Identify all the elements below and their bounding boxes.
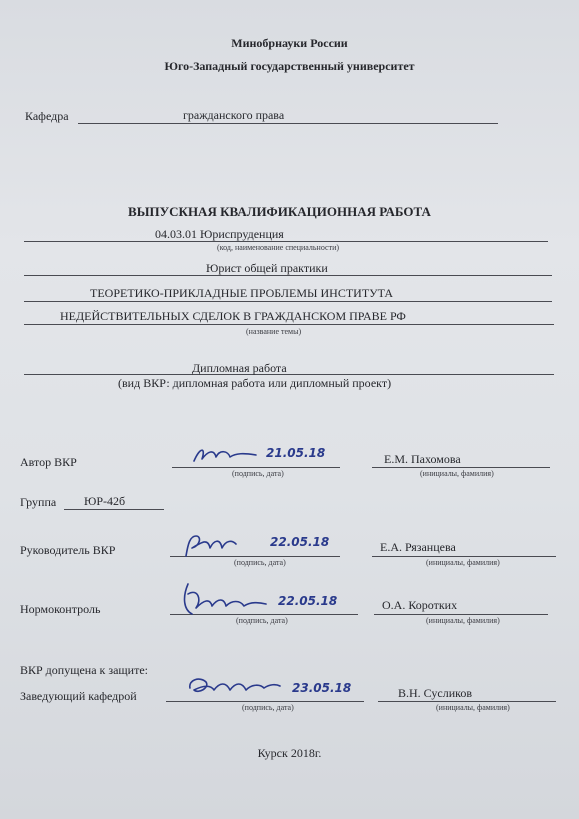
head-name-caption: (инициалы, фамилия): [436, 703, 510, 712]
author-sign-caption: (подпись, дата): [232, 469, 284, 478]
head-signature: [184, 672, 284, 702]
topic-line-1-text: ТЕОРЕТИКО-ПРИКЛАДНЫЕ ПРОБЛЕМЫ ИНСТИТУТА: [90, 286, 394, 300]
normcontrol-signature: [178, 580, 270, 620]
supervisor-label: Руководитель ВКР: [20, 543, 116, 557]
ministry-title: Минобрнауки России: [231, 36, 348, 50]
head-sign-caption: (подпись, дата): [242, 703, 294, 712]
department-label: Кафедра: [25, 109, 69, 123]
head-name: В.Н. Сусликов: [398, 686, 472, 700]
footer-city-year: Курск 2018г.: [257, 746, 322, 760]
author-date: 21.05.18: [266, 446, 326, 460]
department-value: гражданского права: [183, 108, 285, 122]
head-label: Заведующий кафедрой: [20, 689, 137, 703]
specialty-line: [24, 241, 548, 242]
head-date: 23.05.18: [292, 681, 352, 695]
normcontrol-sign-caption: (подпись, дата): [236, 616, 288, 625]
supervisor-date: 22.05.18: [270, 535, 330, 549]
author-label: Автор ВКР: [20, 455, 77, 469]
department-line: [78, 123, 498, 124]
topic-line-2: [24, 324, 554, 325]
author-signature: [190, 443, 260, 469]
supervisor-signature: [180, 530, 240, 560]
university-title: Юго-Западный государственный университет: [164, 59, 415, 73]
supervisor-name: Е.А. Рязанцева: [380, 540, 456, 554]
profile-value: Юрист общей практики: [206, 261, 328, 275]
normcontrol-date: 22.05.18: [278, 594, 338, 608]
normcontrol-label: Нормоконтроль: [20, 602, 101, 616]
supervisor-name-line: [372, 556, 556, 557]
topic-line-2-text: НЕДЕЙСТВИТЕЛЬНЫХ СДЕЛОК В ГРАЖДАНСКОМ ПРАВЕ РФ: [60, 309, 406, 323]
admitted-label: ВКР допущена к защите:: [20, 663, 148, 677]
normcontrol-name-caption: (инициалы, фамилия): [426, 616, 500, 625]
work-type-value: Дипломная работа: [192, 361, 287, 375]
supervisor-name-caption: (инициалы, фамилия): [426, 558, 500, 567]
supervisor-sign-caption: (подпись, дата): [234, 558, 286, 567]
head-name-line: [378, 701, 556, 702]
work-type-caption: (вид ВКР: дипломная работа или дипломный проект): [118, 376, 392, 390]
specialty-value: 04.03.01 Юриспруденция: [155, 227, 284, 241]
author-name-line: [372, 467, 550, 468]
work-type-line: [24, 374, 554, 375]
document-title: ВЫПУСКНАЯ КВАЛИФИКАЦИОННАЯ РАБОТА: [128, 204, 431, 219]
group-value: ЮР-42б: [84, 494, 126, 508]
author-name: Е.М. Пахомова: [384, 452, 461, 466]
author-name-caption: (инициалы, фамилия): [420, 469, 494, 478]
topic-line-1: [24, 301, 552, 302]
normcontrol-name: О.А. Коротких: [382, 598, 458, 612]
specialty-caption: (код, наименование специальности): [217, 243, 340, 252]
group-line: [64, 509, 164, 510]
normcontrol-name-line: [374, 614, 548, 615]
group-label: Группа: [20, 495, 57, 509]
topic-caption: (название темы): [246, 327, 302, 336]
